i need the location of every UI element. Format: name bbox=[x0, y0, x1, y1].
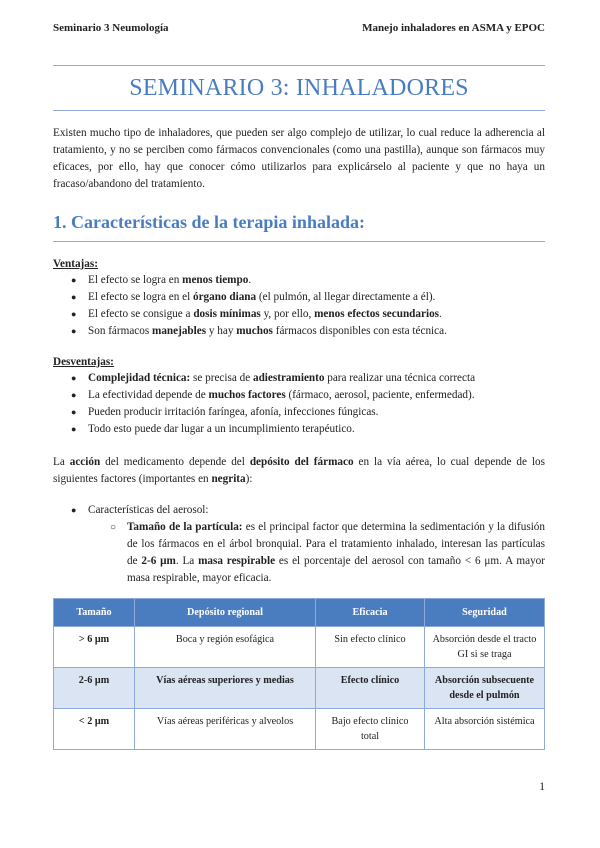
accion-paragraph: La acción del medicamento depende del depósito del fármaco en la vía aérea, lo cual depende de los siguientes factores (importantes en negrita): bbox=[53, 456, 545, 485]
table-row bbox=[54, 709, 545, 750]
table-cell: > 6 μm bbox=[54, 627, 135, 668]
table-header-row bbox=[54, 599, 545, 627]
list-item: ● El efecto se logra en el órgano diana (el pulmón, al llegar directamente a él). bbox=[53, 289, 545, 306]
page-number: 1 bbox=[539, 781, 545, 793]
table-cell: Sin efecto clínico bbox=[316, 627, 425, 668]
list-item: ● La efectividad depende de muchos factores (fármaco, aerosol, paciente, enfermedad). bbox=[53, 387, 545, 404]
table-cell: Efecto clínico bbox=[316, 668, 425, 709]
page-title: SEMINARIO 3: INHALADORES bbox=[129, 75, 469, 101]
desventajas-label: Desventajas: bbox=[53, 356, 114, 368]
table-row bbox=[54, 668, 545, 709]
document-page bbox=[53, 22, 545, 750]
title-rule bbox=[53, 110, 545, 111]
table-cell: Absorción desde el tracto GI si se traga bbox=[425, 627, 545, 668]
desventajas-list bbox=[53, 370, 545, 438]
ventajas-label: Ventajas: bbox=[53, 258, 98, 270]
table-cell: Absorción subsecuente desde el pulmón bbox=[425, 668, 545, 709]
section-rule bbox=[53, 241, 545, 242]
table-cell: Vías aéreas superiores y medias bbox=[135, 668, 316, 709]
particle-size-item: ○ Tamaño de la partícula: es el principal factor que determina la sedimentación y la difusión de los fármacos en el árbol bronquial. Para el tratamiento inhalado, interesan las partículas de 2-6 μm. La masa respirable es el porcentaje del aerosol con tamaño < 6 μm. A mayor masa respirable, mayor eficacia. bbox=[53, 519, 545, 587]
particle-table bbox=[53, 598, 545, 750]
top-rule bbox=[53, 65, 545, 66]
table-row bbox=[54, 627, 545, 668]
list-item: ● El efecto se consigue a dosis mínimas y, por ello, menos efectos secundarios. bbox=[53, 306, 545, 323]
table-header: Tamaño bbox=[54, 599, 135, 627]
aerosol-list bbox=[53, 502, 545, 519]
list-item: ● Complejidad técnica: se precisa de adiestramiento para realizar una técnica correcta bbox=[53, 370, 545, 387]
table-header: Depósito regional bbox=[135, 599, 316, 627]
list-item: ● El efecto se logra en menos tiempo. bbox=[53, 272, 545, 289]
table-cell: Bajo efecto clínico total bbox=[316, 709, 425, 750]
table-header: Seguridad bbox=[425, 599, 545, 627]
table-header: Eficacia bbox=[316, 599, 425, 627]
table-cell: Boca y región esofágica bbox=[135, 627, 316, 668]
section-heading: 1. Características de la terapia inhalada: bbox=[53, 212, 365, 232]
header-right: Manejo inhaladores en ASMA y EPOC bbox=[362, 22, 545, 34]
ventajas-list bbox=[53, 272, 545, 340]
list-item: ● Todo esto puede dar lugar a un incumplimiento terapéutico. bbox=[53, 421, 545, 438]
intro-paragraph: Existen mucho tipo de inhaladores, que pueden ser algo complejo de utilizar, lo cual reduce la adherencia al tratamiento, y no se perciben como fármacos convencionales (como una pastilla), aunque son fármacos muy eficaces, por ello, hay que conocer cómo utilizarlos para explicárselo al paciente y que no haya un fracaso/abandono del tratamiento. bbox=[53, 127, 545, 190]
table-cell: 2-6 μm bbox=[54, 668, 135, 709]
header-left: Seminario 3 Neumología bbox=[53, 22, 169, 34]
list-item: ● Características del aerosol: bbox=[53, 502, 545, 519]
list-item: ● Pueden producir irritación faríngea, afonía, infecciones fúngicas. bbox=[53, 404, 545, 421]
page-header bbox=[53, 22, 545, 34]
table-cell: < 2 μm bbox=[54, 709, 135, 750]
table-cell: Alta absorción sistémica bbox=[425, 709, 545, 750]
list-item: ● Son fármacos manejables y hay muchos fármacos disponibles con esta técnica. bbox=[53, 323, 545, 340]
table-cell: Vías aéreas periféricas y alveolos bbox=[135, 709, 316, 750]
